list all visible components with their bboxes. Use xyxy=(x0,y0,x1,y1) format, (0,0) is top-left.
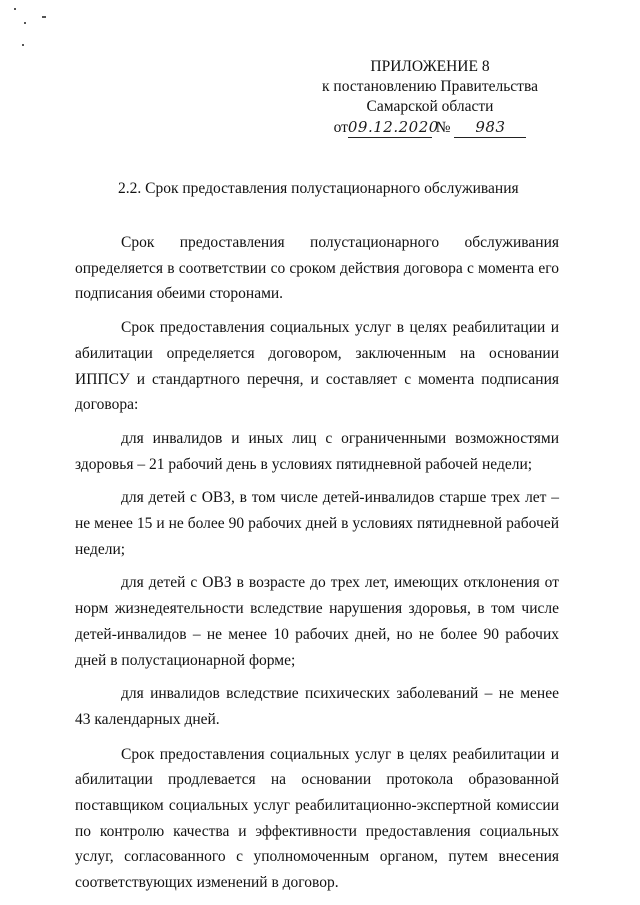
document-body xyxy=(75,230,559,896)
appendix-header xyxy=(300,57,560,138)
scan-mark xyxy=(42,16,46,18)
paragraph: для инвалидов и иных лиц с ограниченными возможностями здоровья – 21 рабочий день в условиях пятидневной рабочей недели; xyxy=(75,429,559,473)
paragraph: Срок предоставления полустационарного обслуживания определяется в соответствии со сроком действия договора с момента его подписания обеими сторонами. xyxy=(75,234,559,303)
paragraph: Срок предоставления социальных услуг в целях реабилитации и абилитации продлевается на основании протокола образованной поставщиком социальных услуг реабилитационно-экспертной комиссии по контролю качества и эффективности предоставления социальных услуг, согласованного с уполномоченным органом, путем внесения соответствующих изменений в договор. xyxy=(75,745,559,892)
appendix-resolution: к постановлению Правительства xyxy=(322,78,538,95)
scan-mark xyxy=(24,22,26,24)
scan-mark xyxy=(14,8,16,10)
section-heading: 2.2. Срок предоставления полустационарного обслуживания xyxy=(118,180,519,197)
handwritten-date: 09.12.2020 xyxy=(347,118,439,136)
appendix-title: ПРИЛОЖЕНИЕ 8 xyxy=(370,58,490,75)
appendix-date-line xyxy=(300,117,560,138)
paragraph: для детей с ОВЗ, в том числе детей-инвалидов старше трех лет – не менее 15 и не более 90 рабочих дней в условиях пятидневной рабочей недели; xyxy=(75,489,559,558)
handwritten-number: 983 xyxy=(454,117,526,138)
scan-mark xyxy=(22,44,24,46)
number-prefix: № xyxy=(435,119,451,136)
paragraph: для инвалидов вследствие психических заболеваний – не менее 43 календарных дней. xyxy=(75,685,559,728)
date-prefix: от xyxy=(333,119,348,136)
paragraph: для детей с ОВЗ в возрасте до трех лет, имеющих отклонения от норм жизнедеятельности вследствие нарушения здоровья, в том числе детей-инвалидов – не менее 10 рабочих дней, но не более 90 рабочих дней в полустационарной форме; xyxy=(75,574,559,669)
paragraph: Срок предоставления социальных услуг в целях реабилитации и абилитации определяется договором, заключенным на основании ИППСУ и стандартного перечня, и составляет с момента подписания договора: xyxy=(75,319,559,414)
appendix-region: Самарской области xyxy=(366,98,494,115)
